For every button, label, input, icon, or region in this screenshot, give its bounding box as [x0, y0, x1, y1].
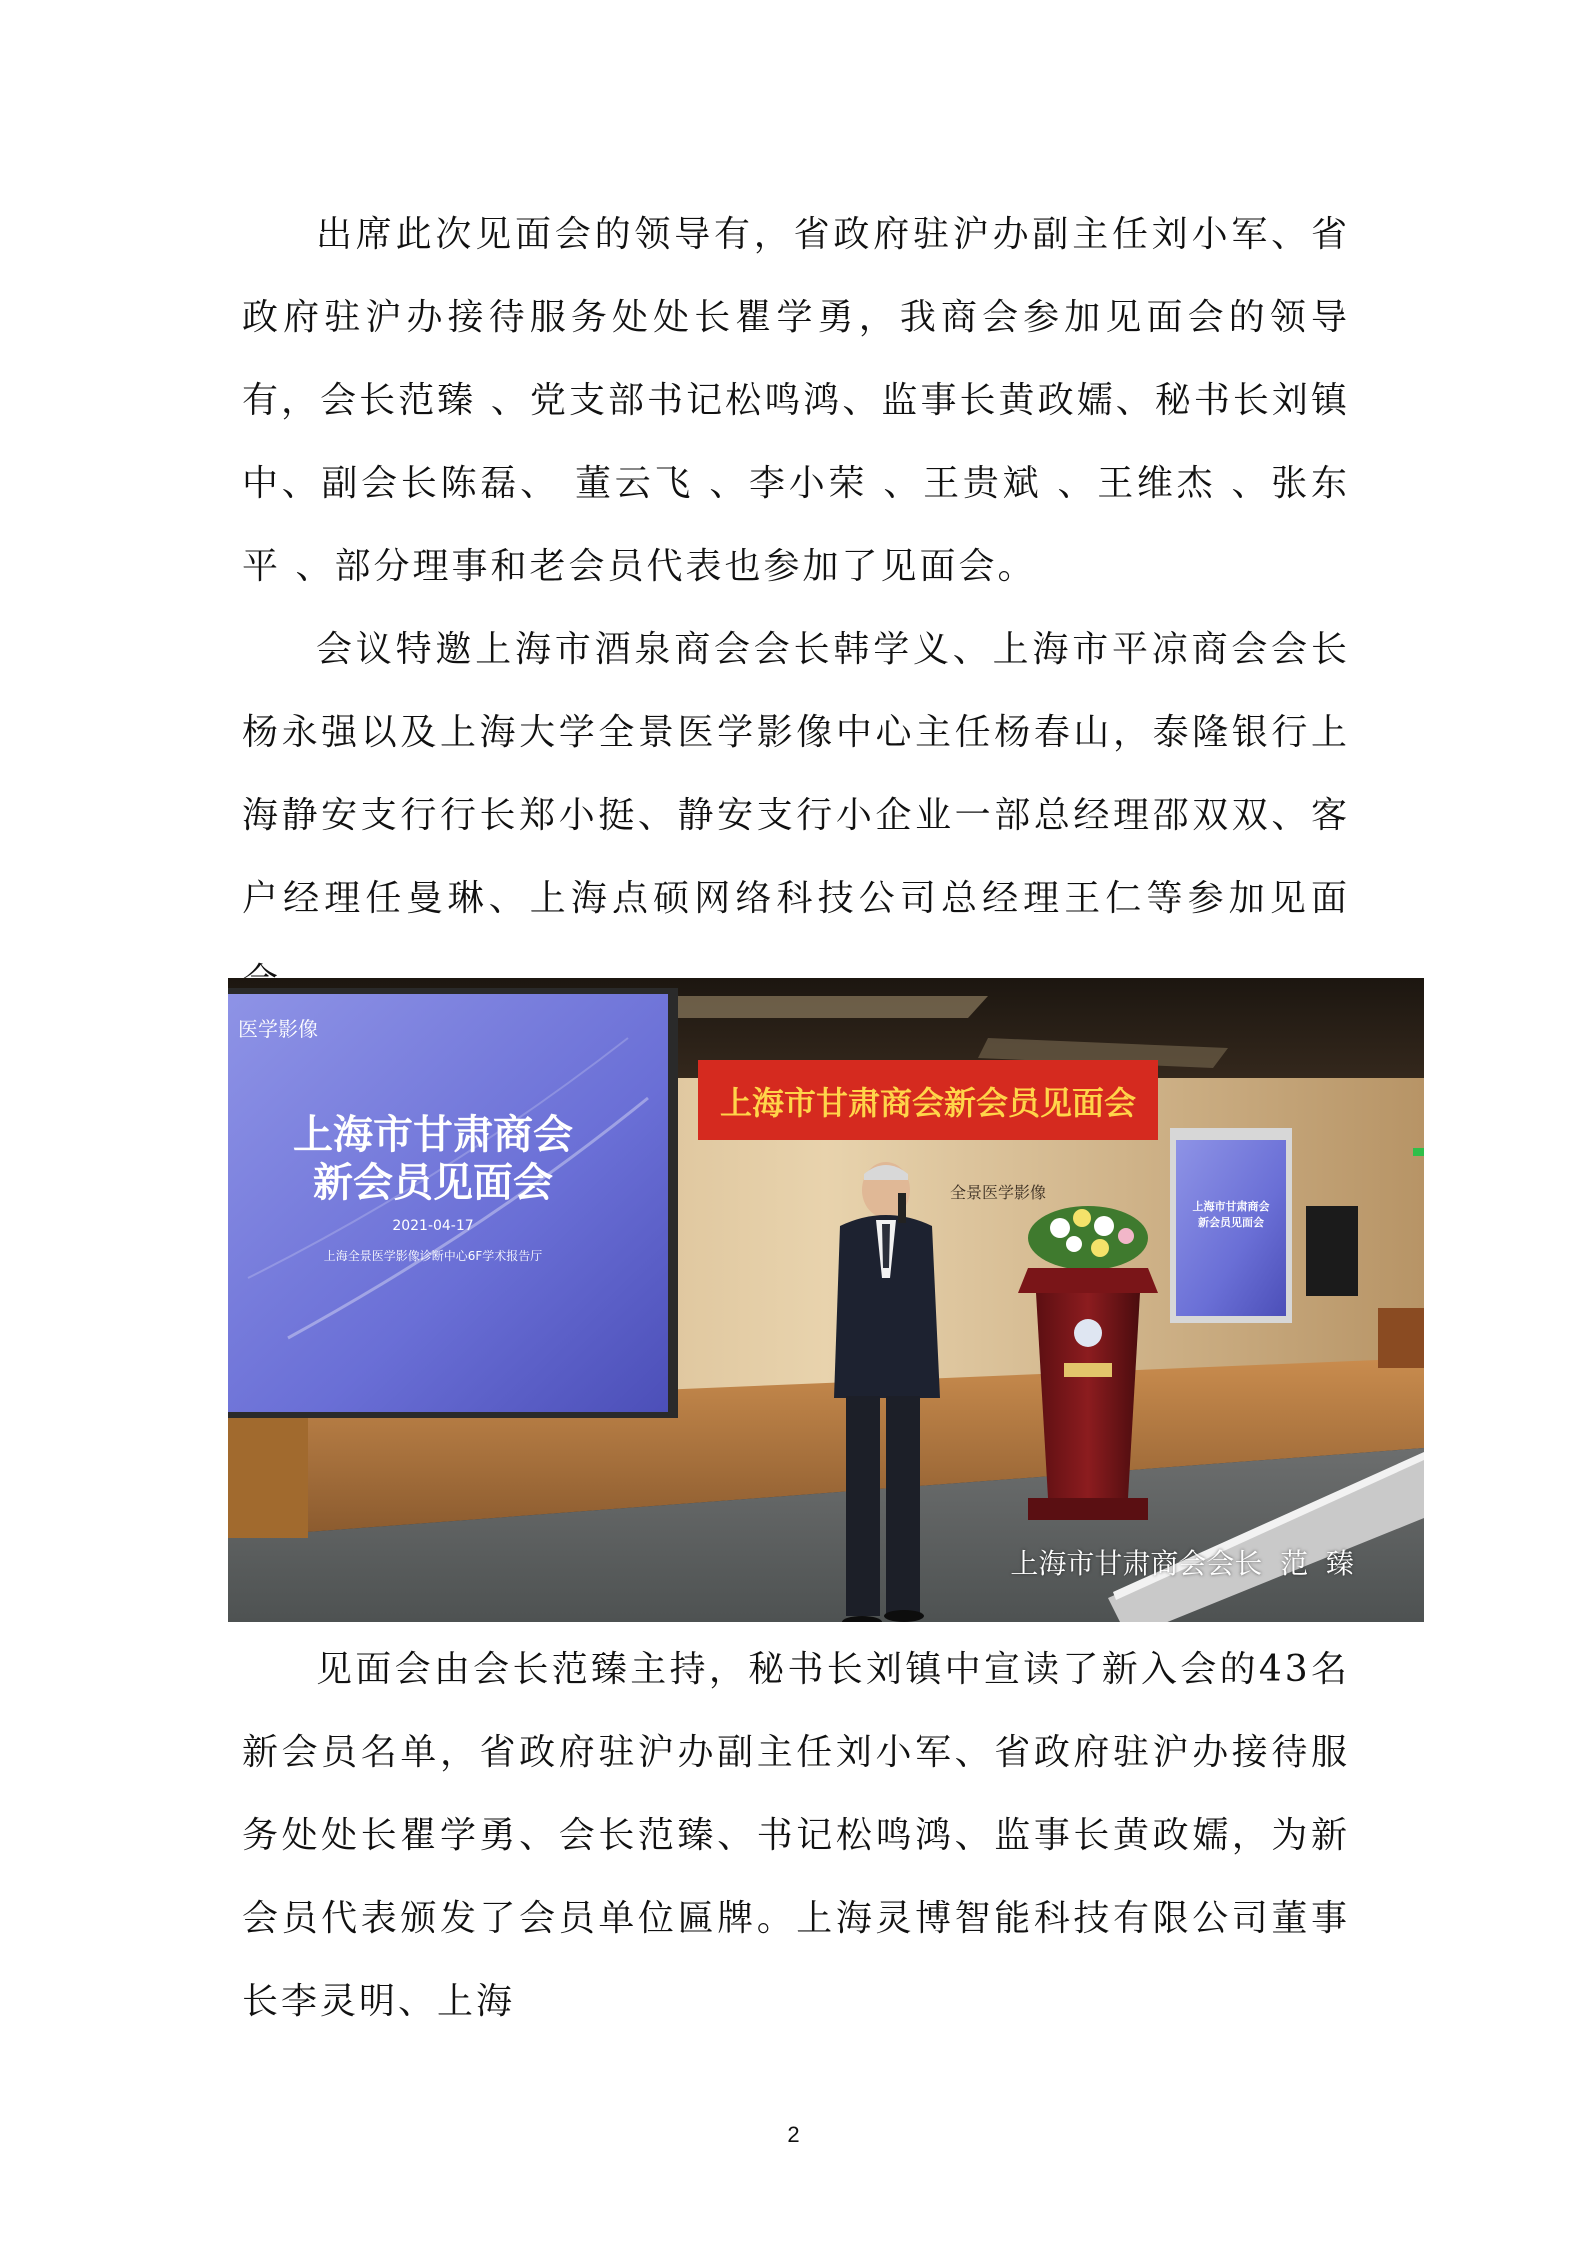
page-number: 2: [787, 2122, 800, 2147]
screen-logo-text: 医学影像: [238, 1017, 318, 1041]
wall-sign: 全景医学影像: [949, 1183, 1047, 1202]
event-photo-illustration: [228, 978, 1424, 1622]
flower-arrangement: [1028, 1206, 1148, 1270]
paragraph-attendees: 出席此次见面会的领导有，省政府驻沪办副主任刘小军、省政府驻沪办接待服务处处长瞿学勇，我商会参加见面会的领导有，会长范臻 、党支部书记松鸣鸿、监事长黄政嬬、秘书长刘镇中、副会长陈磊、 董云飞 、李小荣 、王贵斌 、王维杰 、张东平 、部分理事和老会员代表也参加了见面会。: [242, 214, 1350, 587]
banner-text: 上海市甘肃商会新会员见面会: [719, 1084, 1137, 1122]
right-screen-line2: 新会员见面会: [1198, 1216, 1264, 1229]
event-photo: [228, 978, 1424, 1622]
screen-title-line2: 新会员见面会: [313, 1160, 553, 1206]
screen-date: 2021-04-17: [392, 1218, 474, 1234]
paragraph-guests: 会议特邀上海市酒泉商会会长韩学义、上海市平凉商会会长杨永强以及上海大学全景医学影像中心主任杨春山，泰隆银行上海静安支行行长郑小挺、静安支行小企业一部总经理邵双双、客户经理任曼琳、上海点硕网络科技公司总经理王仁等参加见面: [242, 629, 1350, 919]
right-screen-line1: 上海市甘肃商会: [1192, 1200, 1270, 1213]
photo-caption: 上海市甘肃商会会长 范 臻: [1010, 1547, 1354, 1580]
paragraph-ceremony: 见面会由会长范臻主持，秘书长刘镇中宣读了新入会的43名新会员名单，省政府驻沪办副主任刘小军、省政府驻沪办接待服务处处长瞿学勇、会长范臻、书记松鸣鸿、监事长黄政嬬，为新会员代表颁发了会员单位匾牌。上海灵博智能科技有限公司董事长李灵明、上海: [242, 1649, 1350, 2022]
screen-venue: 上海全景医学影像诊断中心6F学术报告厅: [323, 1249, 543, 1263]
screen-title-line1: 上海市甘肃商会: [293, 1112, 573, 1158]
